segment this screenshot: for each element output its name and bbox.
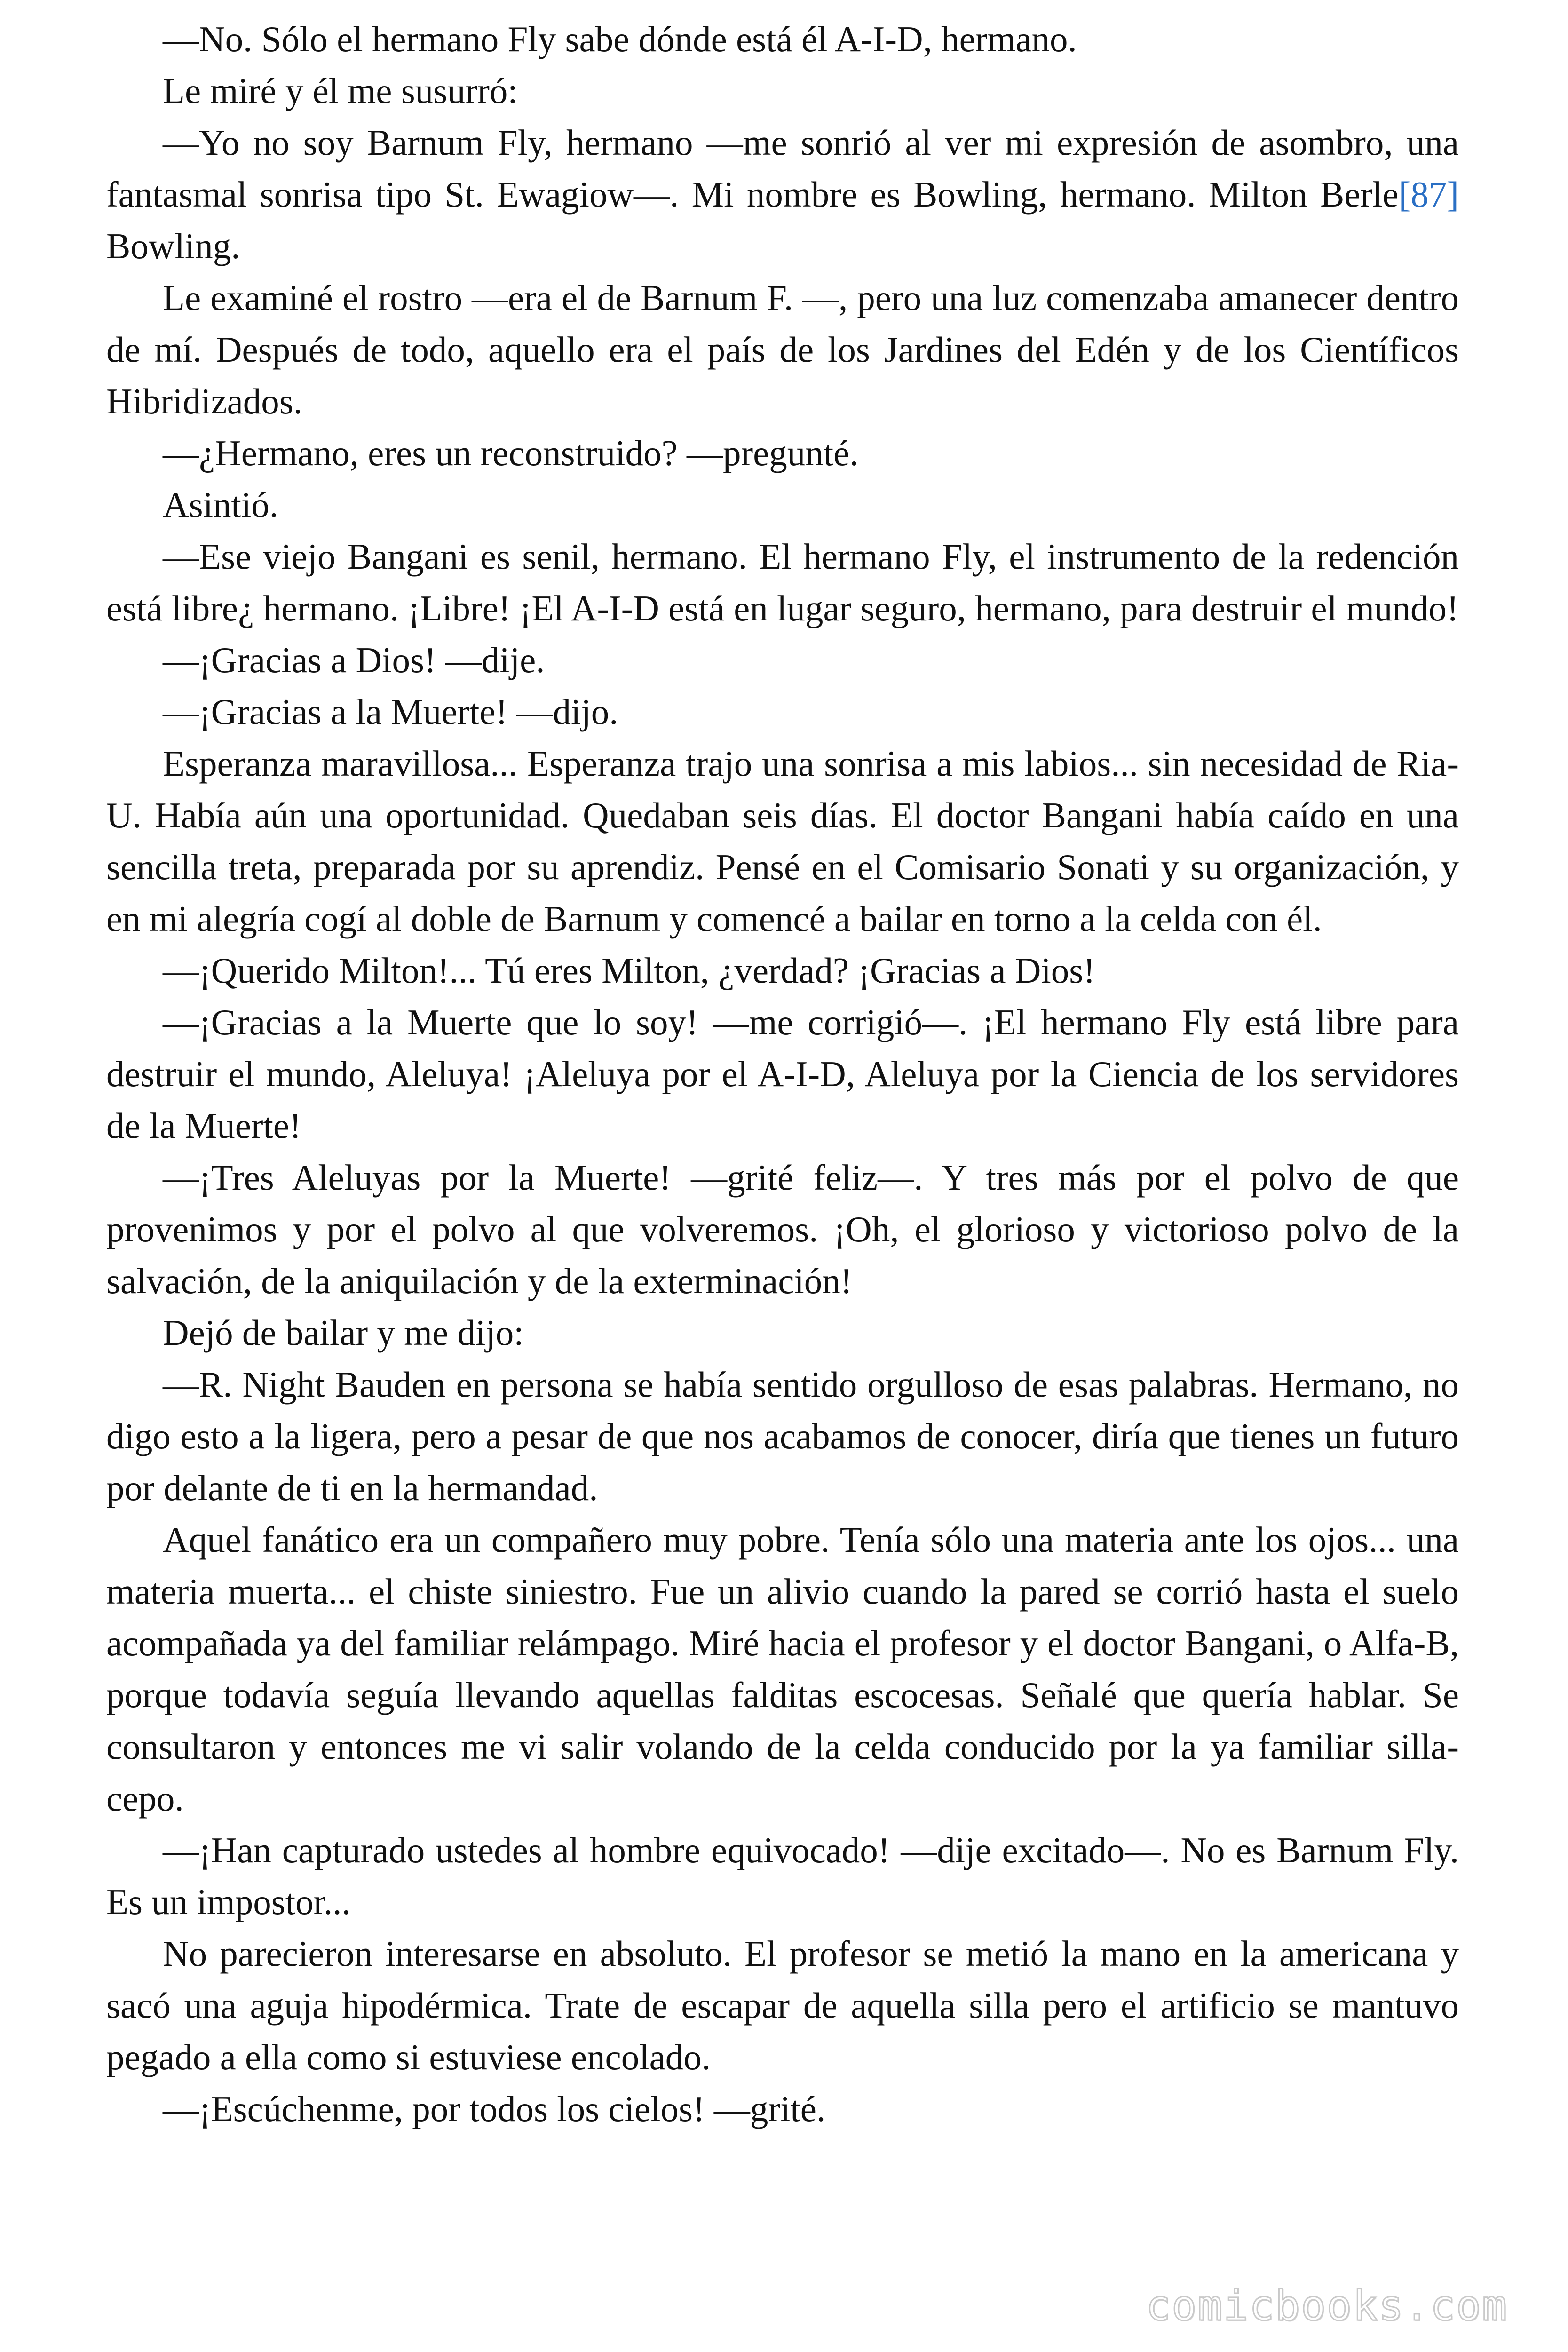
watermark: comicbooks.com [1146, 2281, 1508, 2330]
footnote-link[interactable]: [87] [1398, 174, 1459, 215]
paragraph-text: Bowling. [106, 226, 240, 266]
paragraph [106, 117, 1459, 272]
paragraph: Esperanza maravillosa... Esperanza trajo una sonrisa a mis labios... sin necesidad de Ria-U. Había aún una oportunidad. Quedaban seis días. El doctor Bangani había caído en una sencilla treta, preparada por su aprendiz. Pensé en el Comisario Sonati y su organización, y en mi alegría cogí al doble de Barnum y comencé a bailar en torno a la celda con él. [106, 743, 1459, 939]
paragraph: —¡Gracias a la Muerte que lo soy! —me corrigió—. ¡El hermano Fly está libre para destruir el mundo, Aleluya! ¡Aleluya por el A-I-D, Aleluya por la Ciencia de los servidores de la Muerte! [106, 1002, 1459, 1146]
paragraph: —R. Night Bauden en persona se había sentido orgulloso de esas palabras. Hermano, no digo esto a la ligera, pero a pesar de que nos acabamos de conocer, diría que tienes un futuro por delante de ti en la hermandad. [106, 1364, 1459, 1508]
paragraph: —No. Sólo el hermano Fly sabe dónde está él A-I-D, hermano. [163, 19, 1077, 59]
paragraph-text: —Yo no soy Barnum Fly, hermano —me sonrió al ver mi expresión de asombro, una fantasmal sonrisa tipo St. Ewagiow—. Mi nombre es Bowling, hermano. Milton Berle [106, 122, 1459, 215]
paragraph: No parecieron interesarse en absoluto. El profesor se metió la mano en la americana y sacó una aguja hipodérmica. Trate de escapar de aquella silla pero el artificio se mantuvo pegado a ella como si estuviese encolado. [106, 1933, 1459, 2077]
paragraph: —¡Gracias a Dios! —dije. [163, 640, 545, 680]
paragraph: —¡Escúchenme, por todos los cielos! —grité. [163, 2089, 826, 2129]
book-page [106, 13, 1459, 2135]
paragraph: —¡Han capturado ustedes al hombre equivocado! —dije excitado—. No es Barnum Fly. Es un impostor... [106, 1830, 1459, 1922]
paragraph: —¿Hermano, eres un reconstruido? —pregunté. [163, 433, 859, 473]
paragraph: Le examiné el rostro —era el de Barnum F. —, pero una luz comenzaba amanecer dentro de mí. Después de todo, aquello era el país de los Jardines del Edén y de los Científicos Hibridizados. [106, 278, 1459, 421]
paragraph: Asintió. [163, 485, 279, 525]
paragraph: Aquel fanático era un compañero muy pobre. Tenía sólo una materia ante los ojos... una materia muerta... el chiste siniestro. Fue un alivio cuando la pared se corrió hasta el suelo acompañada ya del familiar relámpago. Miré hacia el profesor y el doctor Bangani, o Alfa-B, porque todavía seguía llevando aquellas falditas escocesas. Señalé que quería hablar. Se consultaron y entonces me vi salir volando de la celda conducido por la ya familiar silla-cepo. [106, 1519, 1459, 1819]
paragraph: —¡Querido Milton!... Tú eres Milton, ¿verdad? ¡Gracias a Dios! [163, 950, 1095, 991]
paragraph: Le miré y él me susurró: [163, 71, 518, 111]
paragraph: —¡Gracias a la Muerte! —dijo. [163, 691, 618, 732]
paragraph: —Ese viejo Bangani es senil, hermano. El hermano Fly, el instrumento de la redención está libre¿ hermano. ¡Libre! ¡El A-I-D está en lugar seguro, hermano, para destruir el mundo! [106, 536, 1459, 628]
paragraph: Dejó de bailar y me dijo: [163, 1312, 524, 1353]
paragraph: —¡Tres Aleluyas por la Muerte! —grité feliz—. Y tres más por el polvo de que provenimos y por el polvo al que volveremos. ¡Oh, el glorioso y victorioso polvo de la salvación, de la aniquilación y de la exterminación! [106, 1157, 1459, 1301]
